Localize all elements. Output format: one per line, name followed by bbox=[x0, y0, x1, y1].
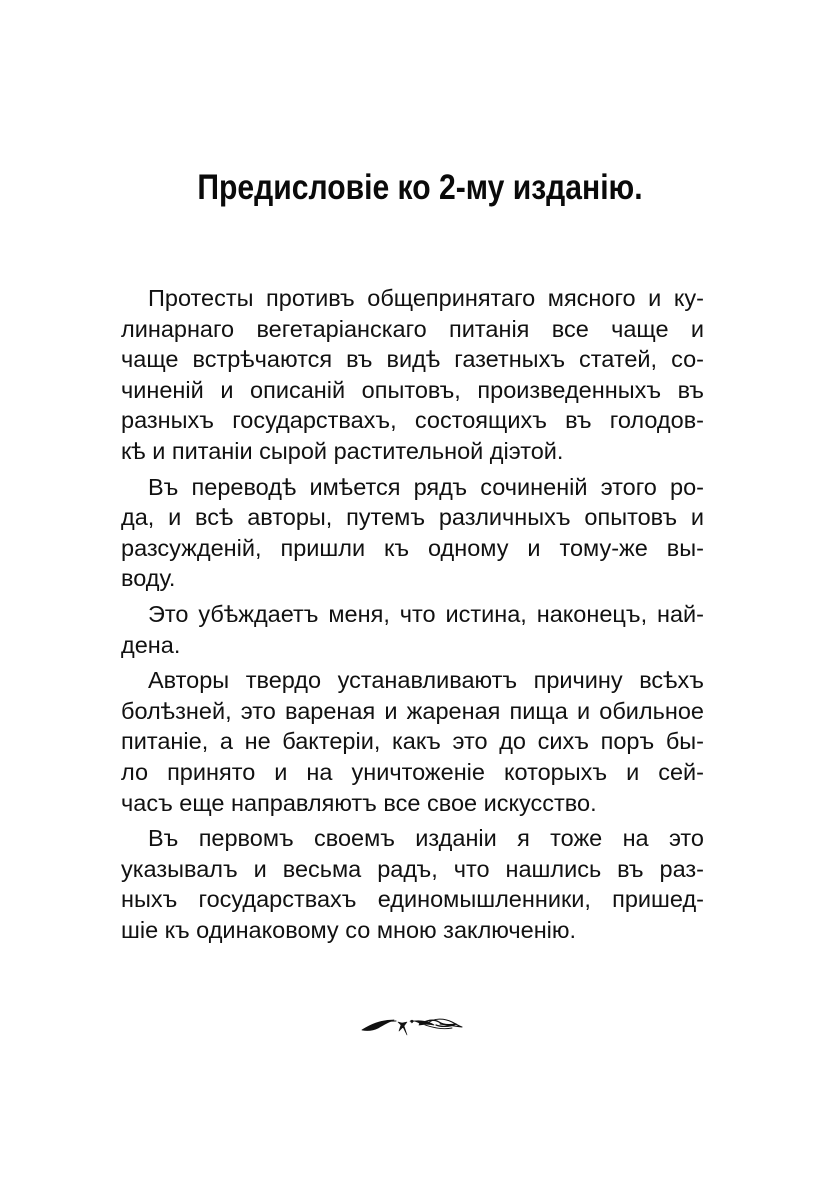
paragraph-line: чиненій и описаній опытовъ, произведенныхъ въ bbox=[121, 376, 704, 403]
paragraph-line: Авторы твердо устанавливаютъ причину всѣхъ bbox=[148, 667, 704, 694]
paragraph-line: шіе къ одинаковому со мною заключенію. bbox=[121, 916, 577, 943]
page-title: Предисловіе ко 2-му изданію. bbox=[197, 168, 643, 207]
paragraph-line: Это убѣждаетъ меня, что истина, наконецъ, най- bbox=[148, 600, 704, 627]
paragraph-line: воду. bbox=[121, 565, 176, 592]
paragraph-line: линарнаго вегетаріанскаго питанія все чаще и bbox=[121, 315, 704, 342]
paragraph-line: Въ переводѣ имѣется рядъ сочиненій этого ро- bbox=[148, 473, 704, 500]
paragraph-line: чаще встрѣчаются въ видѣ газетныхъ статей, со- bbox=[121, 346, 704, 373]
preface-text bbox=[121, 283, 704, 945]
paragraph-line: да, и всѣ авторы, путемъ различныхъ опытовъ и bbox=[121, 504, 704, 531]
paragraph-line: питаніе, а не бактеріи, какъ это до сихъ поръ бы- bbox=[121, 728, 704, 755]
paragraph-5 bbox=[121, 823, 704, 945]
paragraph-line: ло принято и на уничтоженіе которыхъ и сей- bbox=[121, 758, 704, 785]
paragraph-line: ныхъ государствахъ единомышленники, пришед- bbox=[121, 886, 704, 913]
paragraph-line: разныхъ государствахъ, состоящихъ въ голодов- bbox=[121, 407, 704, 434]
paragraph-line: разсужденій, пришли къ одному и тому-же вы- bbox=[121, 534, 704, 561]
paragraph-line: Протесты противъ общепринятаго мясного и ку- bbox=[148, 285, 704, 311]
paragraph-3 bbox=[121, 599, 704, 660]
paragraph-line: дена. bbox=[121, 631, 181, 658]
paragraph-4 bbox=[121, 665, 704, 818]
fleuron-ornament-icon bbox=[358, 1010, 466, 1038]
paragraph-line: болѣзней, это вареная и жареная пища и обильное bbox=[121, 697, 704, 724]
paragraph-line: кѣ и питаніи сырой растительной діэтой. bbox=[121, 437, 564, 464]
paragraph-1 bbox=[121, 283, 704, 467]
paragraph-line: часъ еще направляютъ все свое искусство. bbox=[121, 789, 597, 816]
paragraph-line: Въ первомъ своемъ изданіи я тоже на это bbox=[148, 825, 704, 852]
paragraph-2 bbox=[121, 472, 704, 594]
paragraph-line: указывалъ и весьма радъ, что нашлись въ раз- bbox=[121, 855, 704, 882]
